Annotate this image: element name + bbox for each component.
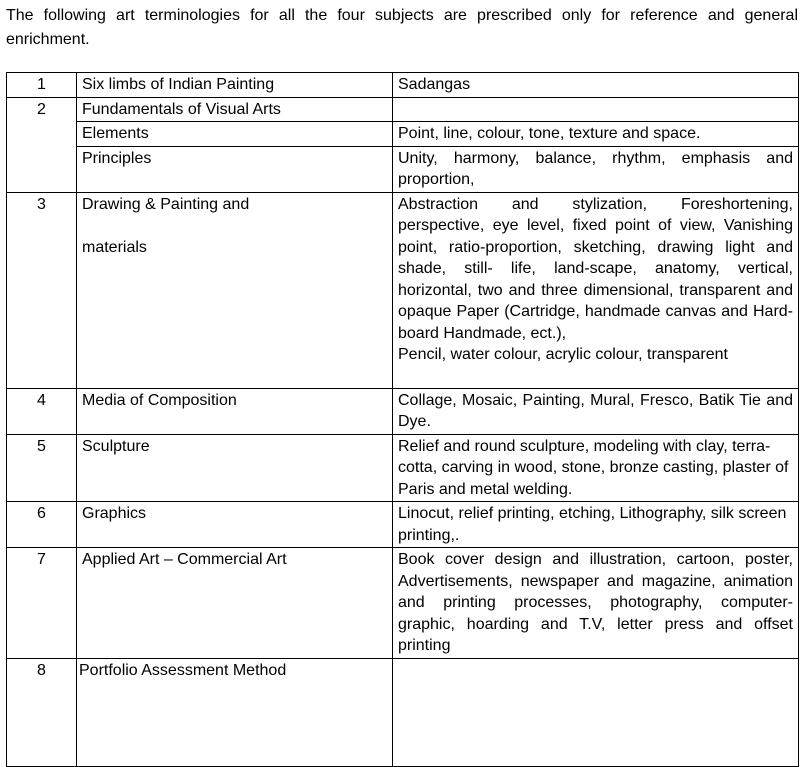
table-row [7,388,799,434]
description-cell: Point, line, colour, tone, texture and space. [393,122,799,147]
description-cell: Unity, harmony, balance, rhythm, emphasis and proportion, [393,146,799,192]
term-cell: Media of Composition [77,388,393,434]
table-row [7,658,799,766]
row-number: 5 [7,434,77,502]
row-number: 2 [7,97,77,192]
term-cell: Fundamentals of Visual Arts [77,97,393,122]
table-row [7,97,799,122]
term-cell: Applied Art – Commercial Art [77,548,393,659]
row-number: 3 [7,192,77,388]
table-row [7,434,799,502]
art-terminology-table [6,72,799,767]
description-cell [393,658,799,766]
row-number: 1 [7,73,77,98]
table-row [7,502,799,548]
term-line: materials [82,238,147,256]
description-cell [393,97,799,122]
term-cell: Six limbs of Indian Painting [77,73,393,98]
description-cell: Sadangas [393,73,799,98]
term-line: Drawing & Painting and [82,195,250,213]
term-cell [77,192,393,388]
description-cell: Collage, Mosaic, Painting, Mural, Fresco, Batik Tie and Dye. [393,388,799,434]
table-row [7,73,799,98]
description-line: Abstraction and stylization, Foreshortening, perspective, eye level, fixed point of view, Vanishing point, ratio-proportion, sketching, drawing light and shade, still- life, land-scape, anatomy, vertical, horizontal, two and three dimensional, transparent and opaque Paper (Cartridge, handmade canvas and Hard- board Handmade, ect.), [398,195,793,342]
description-cell: Linocut, relief printing, etching, Lithography, silk screen printing,. [393,502,799,548]
term-cell: Portfolio Assessment Method [77,658,393,766]
term-cell: Principles [77,146,393,192]
table-row [7,548,799,659]
term-cell: Sculpture [77,434,393,502]
row-number: 4 [7,388,77,434]
row-number: 7 [7,548,77,659]
table-row [7,146,799,192]
term-cell: Graphics [77,502,393,548]
table-row [7,192,799,388]
description-cell: Relief and round sculpture, modeling with clay, terra-cotta, carving in wood, stone, bronze casting, plaster of Paris and metal welding. [393,434,799,502]
intro-paragraph: The following art terminologies for all the four subjects are prescribed only for reference and general enrichment. [6,7,798,48]
term-cell: Elements [77,122,393,147]
description-cell: Book cover design and illustration, cartoon, poster, Advertisements, newspaper and magazine, animation and printing processes, photography, computer-graphic, hoarding and T.V, letter press and offset printing [393,548,799,659]
row-number: 8 [7,658,77,766]
table-row [7,122,799,147]
description-line: Pencil, water colour, acrylic colour, transparent [398,346,728,363]
description-cell [393,192,799,388]
row-number: 6 [7,502,77,548]
